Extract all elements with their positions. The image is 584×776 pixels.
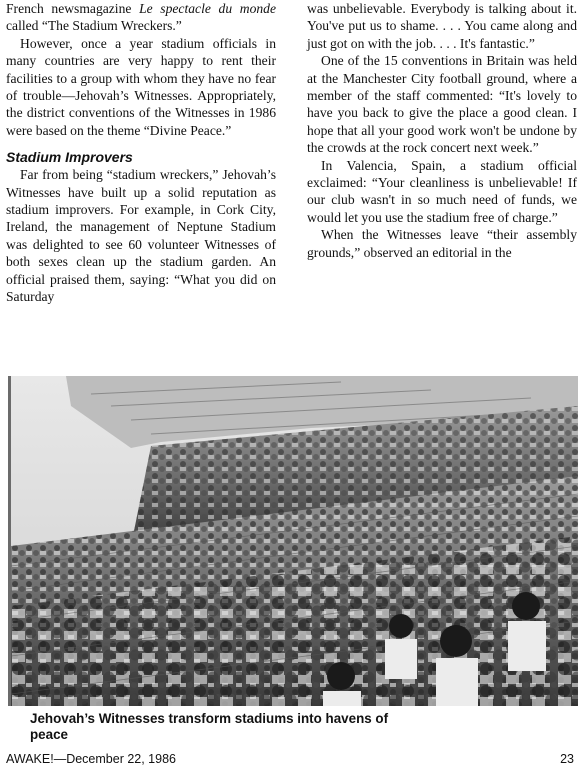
right-column [307,0,577,261]
paragraph-manchester: One of the 15 conventions in Britain was held at the Manchester City football ground, where a member of the staff commented: “It's lovely to have you back to give the place a good clean. I hope that all your good work won't be undone by the crowds at the rock concert next week.” [307,53,577,156]
left-column [6,0,276,306]
photo-caption: Jehovah’s Witnesses transform stadiums into havens of peace [30,711,389,742]
paragraph-quote-continued: was unbelievable. Everybody is talking about it. You've put us to shame. . . . You came along and just got on with the job. . . . It's fantastic.” [307,1,577,51]
paragraph-rent-facilities: However, once a year stadium officials in many countries are very happy to rent their facilities to a group with whom they have no fear of trouble—Jehovah’s Witnesses. Appropriately, the district conventions of the Witnesses in 1986 were based on the theme “Divine Peace.” [6,35,276,138]
paragraph-editorial: When the Witnesses leave “their assembly grounds,” observed an editorial in the [307,227,577,260]
stadium-photo [8,376,581,706]
paragraph-stadium-improvers: Far from being “stadium wreckers,” Jehovah’s Witnesses have built up a solid reputation as stadium improvers. For example, in Cork City, Ireland, the management of Neptune Stadium was delighted to see 60 volunteer Witnesses of both sexes clean up the stadium garden. An official praised them, saying: “What you did on Saturday [6,167,276,305]
section-heading: Stadium Improvers [6,149,133,166]
footer-issue-date: AWAKE!—December 22, 1986 [6,752,176,766]
stadium-crowd-image [11,376,578,706]
page-number: 23 [560,752,574,766]
intro-text-pre: French newsmagazine [6,1,140,16]
paragraph-valencia: In Valencia, Spain, a stadium official exclaimed: “Your cleanliness is unbelievable! If our club wasn't in so much need of funds, we would let you use the stadium free of charge.” [307,157,577,225]
intro-paragraph [6,0,276,35]
magazine-title: Le spectacle du monde [139,1,276,16]
intro-text-post: called “The Stadium Wreckers.” [6,18,182,34]
